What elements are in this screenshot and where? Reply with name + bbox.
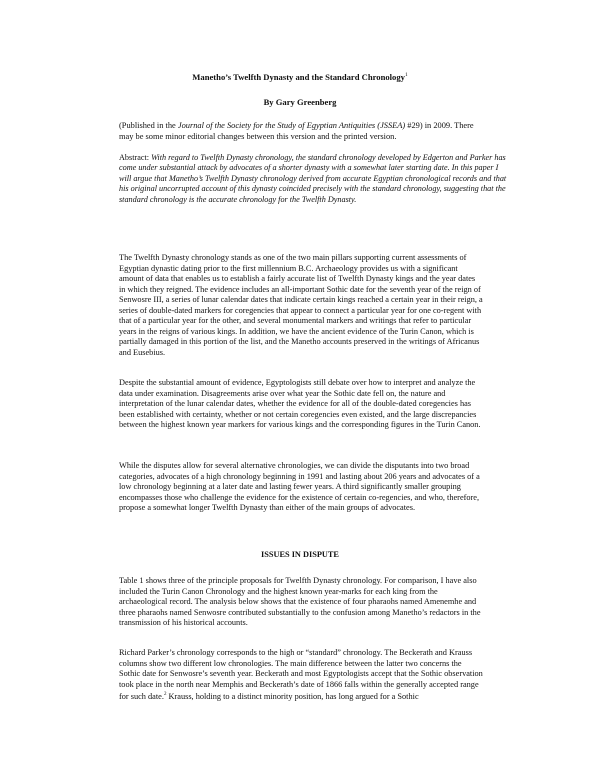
body-paragraph-3: While the disputes allow for several alternative chronologies, we can divide the disputants into two broad categories, advocates of a high chronology beginning in 1991 and lasting about 206 years and advocates of a low chronology beginning at a later date and lasting fewer years. A third significantly smaller grouping encompasses those who challenge the evidence for the existence of certain co-regencies, and who, therefore, propose a somewhat longer Twelfth Dynasty than either of the main groups of advocates. bbox=[119, 461, 480, 513]
section-heading: ISSUES IN DISPUTE bbox=[261, 550, 339, 559]
abstract bbox=[119, 153, 509, 205]
publication-note-rest: #29) in 2009. There may be some minor editorial changes between this version and the printed version. bbox=[119, 121, 474, 141]
footnote-marker: 2 bbox=[163, 692, 167, 698]
abstract-label: Abstract: bbox=[119, 153, 152, 162]
abstract-text: With regard to Twelfth Dynasty chronology, the standard chronology developed by Edgerton and Parker has come under substantial attack by advocates of a shorter dynasty with a somewhat later starting date. In this paper I will argue that Manetho’s Twelfth Dynasty chronology derived from accurate Egyptian chronological records and that his original uncorrupted account of this dynasty coincided precisely with the standard chronology, suggesting that the standard chronology is the accurate chronology for the Twelfth Dynasty. bbox=[119, 153, 507, 204]
body-paragraph-1: The Twelfth Dynasty chronology stands as one of the two main pillars supporting current assessments of Egyptian dynastic dating prior to the first millennium B.C. Archaeology provides us with a significant amount of data that enables us to establish a fairly accurate list of Twelfth Dynasty kings and the year dates in which they reigned. The evidence includes an all-important Sothic date for the seventh year of the reign of Senwosre III, a series of lunar calendar dates that indicate certain kings reached a certain year in their reign, a series of double-dated markers for coregencies that appear to connect a particular year for one co-regent with that of a particular year for the other, and several monumental markers and writings that refer to particular years in the reigns of various kings. In addition, we have the ancient evidence of the Turin Canon, which is partially damaged in this portion of the list, and the Manetho accounts preserved in the writings of Africanus and Eusebius. bbox=[119, 253, 483, 357]
body-paragraph-5 bbox=[119, 648, 483, 703]
body-paragraph-5-continued: Krauss, holding to a distinct minority position, has long argued for a Sothic bbox=[166, 691, 419, 701]
author-line: By Gary Greenberg bbox=[263, 97, 337, 107]
publication-note bbox=[119, 121, 489, 142]
publication-note-intro: (Published in the bbox=[119, 121, 178, 130]
paper-title-text: Manetho’s Twelfth Dynasty and the Standard Chronology bbox=[192, 71, 405, 82]
footnote-marker: 1 bbox=[404, 72, 408, 78]
body-paragraph-2: Despite the substantial amount of evidence, Egyptologists still debate over how to interpret and analyze the data under examination. Disagreements arise over what year the Sothic date fell on, the nature and interpretation of the lunar calendar dates, whether the evidence for all of the double-dated coregencies has been established with certainty, whether or not certain coregencies even existed, and the large discrepancies between the highest known year markers for various kings and the corresponding figures in the Turin Canon. bbox=[119, 378, 481, 430]
paper-title bbox=[0, 69, 600, 83]
body-paragraph-5-text: Richard Parker’s chronology corresponds to the high or “standard” chronology. The Beckerath and Krauss columns show two different low chronologies. The main difference between the latter two concerns the Sothic date for Senwosre’s seventh year. Beckerath and most Egyptologists accept that the Sothic observation took place in the north near Memphis and Beckerath’s date of 1866 falls within the generally accepted range for such date. bbox=[119, 648, 483, 701]
body-paragraph-4: Table 1 shows three of the principle proposals for Twelfth Dynasty chronology. For comparison, I have also included the Turin Canon Chronology and the highest known year-marks for each king from the archaeological record. The analysis below shows that the existence of four pharaohs named Amenemhe and three pharaohs named Senwosre contributed substantially to the confusion among Manetho’s redactors in the transmission of his historical accounts. bbox=[119, 576, 481, 628]
journal-name: Journal of the Society for the Study of Egyptian Antiquities (JSSEA) bbox=[177, 121, 406, 130]
